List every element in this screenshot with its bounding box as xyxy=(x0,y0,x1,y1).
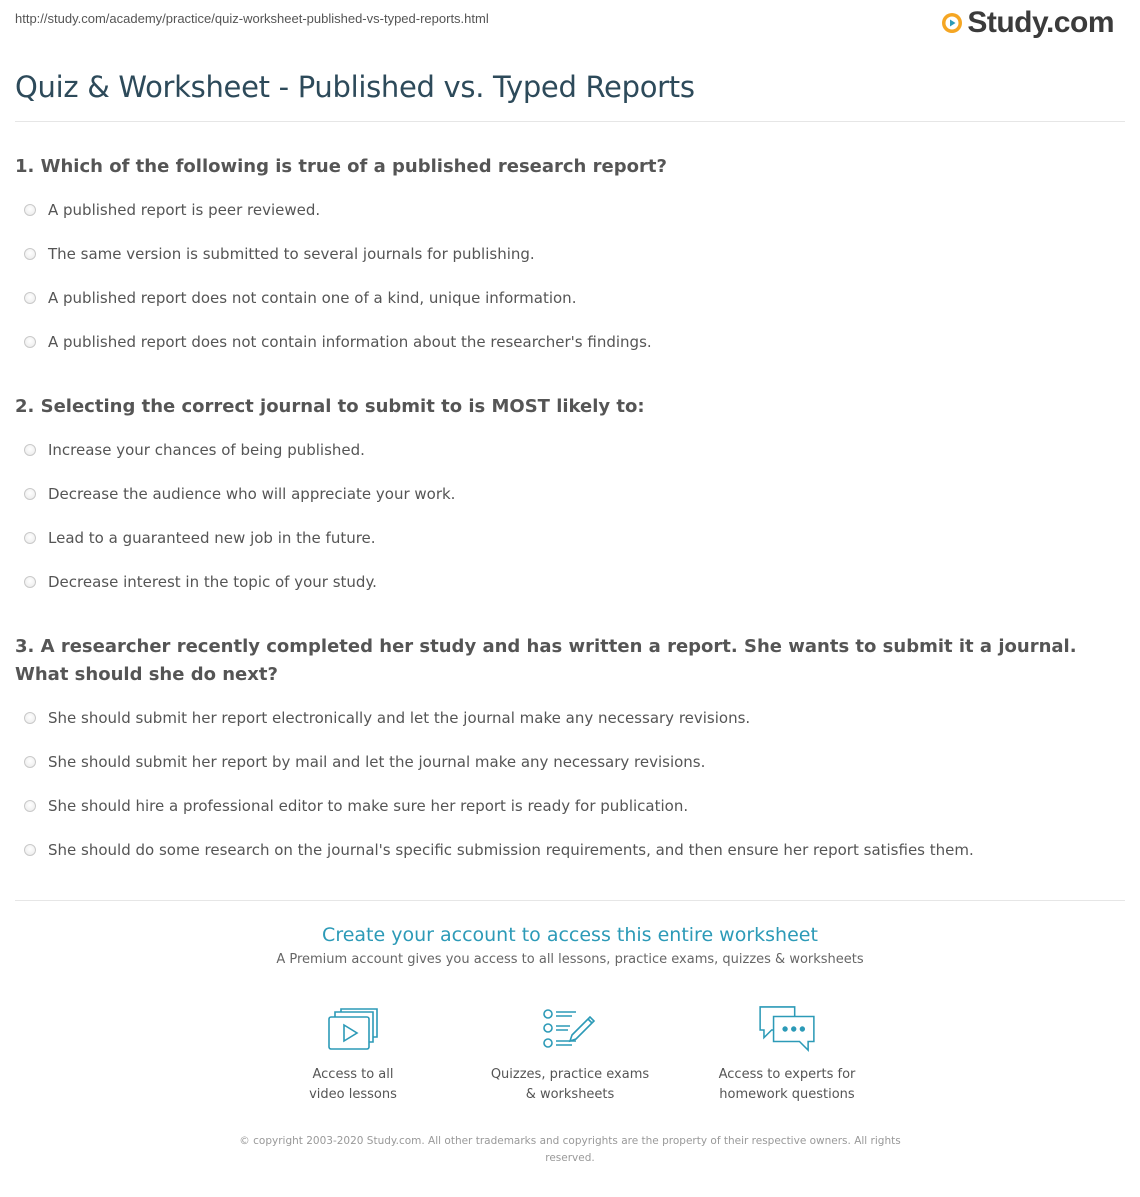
answer-label: Decrease interest in the topic of your study. xyxy=(48,573,377,591)
feature-video-lessons xyxy=(245,1005,462,1105)
answer-option[interactable] xyxy=(15,232,1115,276)
chat-bubbles-icon xyxy=(755,1005,819,1053)
question-text: 3. A researcher recently completed her study and has written a report. She wants to submit it a journal. What should she do next? xyxy=(15,636,1077,685)
copyright-notice: © copyright 2003-2020 Study.com. All other trademarks and copyrights are the property of their respective owners. All rights reserved. xyxy=(239,1135,901,1164)
answer-option[interactable] xyxy=(15,276,1115,320)
answer-label: She should submit her report electronically and let the journal make any necessary revisions. xyxy=(48,709,751,727)
radio-button[interactable] xyxy=(24,488,36,500)
answer-option[interactable] xyxy=(15,472,1115,516)
radio-button[interactable] xyxy=(24,292,36,304)
radio-button[interactable] xyxy=(24,532,36,544)
question-text: 2. Selecting the correct journal to submit to is MOST likely to: xyxy=(15,396,645,417)
feature-label-line: Access to experts for xyxy=(718,1067,856,1082)
radio-button[interactable] xyxy=(24,444,36,456)
feature-quizzes xyxy=(462,1005,679,1105)
question-1 xyxy=(15,153,1115,364)
answer-label: A published report is peer reviewed. xyxy=(48,201,321,219)
answer-label: Lead to a guaranteed new job in the future. xyxy=(48,529,376,547)
answer-option[interactable] xyxy=(15,696,1115,740)
section-divider xyxy=(15,900,1125,901)
cta-heading[interactable]: Create your account to access this entire worksheet xyxy=(322,924,818,946)
question-2 xyxy=(15,393,1115,604)
radio-button[interactable] xyxy=(24,712,36,724)
answer-options xyxy=(15,696,1115,872)
feature-label xyxy=(491,1065,649,1105)
answer-label: She should do some research on the journal's specific submission requirements, and then ensure her report satisfies them. xyxy=(48,841,974,859)
answer-label: A published report does not contain information about the researcher's findings. xyxy=(48,333,652,351)
radio-button[interactable] xyxy=(24,800,36,812)
answer-label: Decrease the audience who will appreciate your work. xyxy=(48,485,456,503)
premium-features xyxy=(0,1005,1140,1105)
answer-option[interactable] xyxy=(15,560,1115,604)
signup-cta xyxy=(0,924,1140,967)
answer-options xyxy=(15,188,1115,364)
answer-label: She should hire a professional editor to make sure her report is ready for publication. xyxy=(48,797,689,815)
radio-button[interactable] xyxy=(24,844,36,856)
question-3 xyxy=(15,633,1115,872)
answer-option[interactable] xyxy=(15,740,1115,784)
quiz-checklist-icon xyxy=(542,1005,598,1053)
feature-label-line: homework questions xyxy=(719,1087,855,1102)
feature-label-line: Access to all xyxy=(312,1067,394,1082)
play-circle-icon xyxy=(941,12,963,34)
radio-button[interactable] xyxy=(24,204,36,216)
answer-label: Increase your chances of being published. xyxy=(48,441,365,459)
feature-label xyxy=(719,1065,856,1105)
page-url: http://study.com/academy/practice/quiz-worksheet-published-vs-typed-reports.html xyxy=(15,11,489,26)
answer-option[interactable] xyxy=(15,516,1115,560)
page-title: Quiz & Worksheet - Published vs. Typed Reports xyxy=(15,70,695,104)
title-divider xyxy=(15,121,1125,122)
answer-label: The same version is submitted to several journals for publishing. xyxy=(48,245,535,263)
answer-label: A published report does not contain one of a kind, unique information. xyxy=(48,289,577,307)
answer-option[interactable] xyxy=(15,188,1115,232)
feature-label xyxy=(309,1065,397,1105)
feature-label-line: Quizzes, practice exams xyxy=(490,1067,650,1082)
video-lessons-icon xyxy=(327,1005,379,1053)
answer-label: She should submit her report by mail and let the journal make any necessary revisions. xyxy=(48,753,706,771)
radio-button[interactable] xyxy=(24,576,36,588)
cta-subtext: A Premium account gives you access to all lessons, practice exams, quizzes & worksheets xyxy=(276,952,864,967)
answer-options xyxy=(15,428,1115,604)
feature-label-line: & worksheets xyxy=(525,1087,615,1102)
radio-button[interactable] xyxy=(24,336,36,348)
study-logo[interactable] xyxy=(941,6,1114,40)
radio-button[interactable] xyxy=(24,756,36,768)
answer-option[interactable] xyxy=(15,320,1115,364)
question-text: 1. Which of the following is true of a published research report? xyxy=(15,156,667,177)
radio-button[interactable] xyxy=(24,248,36,260)
answer-option[interactable] xyxy=(15,828,1115,872)
answer-option[interactable] xyxy=(15,784,1115,828)
answer-option[interactable] xyxy=(15,428,1115,472)
logo-text: Study.com xyxy=(967,6,1114,39)
feature-experts xyxy=(679,1005,896,1105)
feature-label-line: video lessons xyxy=(309,1087,397,1102)
